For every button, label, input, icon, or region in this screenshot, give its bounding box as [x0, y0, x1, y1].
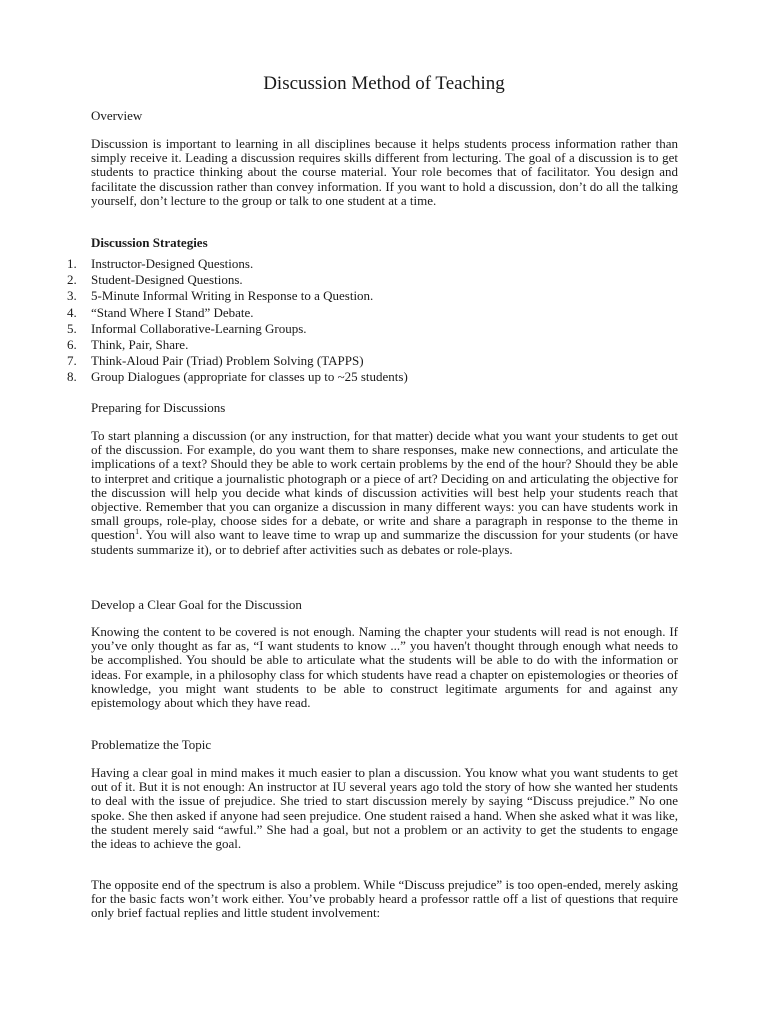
- page-title: Discussion Method of Teaching: [263, 73, 505, 94]
- preparing-text-part-b: . You will also want to leave time to wrap up and summarize the discussion for your students (or have students summarize it), or to debrief after activities such as debates or role-plays.: [91, 527, 678, 557]
- footnote-marker: 1: [135, 527, 140, 537]
- list-item-number: 3.: [67, 288, 77, 304]
- list-item-text: Think-Aloud Pair (Triad) Problem Solving (TAPPS): [91, 353, 364, 369]
- list-item-number: 7.: [67, 353, 77, 369]
- strategies-heading: Discussion Strategies: [91, 235, 208, 250]
- preparing-heading: Preparing for Discussions: [91, 400, 226, 415]
- list-item-text: Informal Collaborative-Learning Groups.: [91, 320, 307, 336]
- list-item-number: 4.: [67, 304, 77, 320]
- preparing-paragraph: [91, 429, 678, 557]
- list-item-text: Think, Pair, Share.: [91, 336, 189, 352]
- overview-heading: Overview: [91, 108, 143, 123]
- list-item-number: 8.: [67, 369, 77, 385]
- list-item-text: 5-Minute Informal Writing in Response to a Question.: [91, 288, 374, 304]
- list-item-number: 5.: [67, 320, 77, 336]
- list-item-number: 2.: [67, 272, 77, 288]
- opposite-paragraph: The opposite end of the spectrum is also a problem. While “Discuss prejudice” is too open-ended, merely asking for the basic facts won’t work either. You’ve probably heard a professor rattle off a list of questions that require only brief factual replies and little student involvement:: [91, 877, 678, 921]
- list-item-number: 6.: [67, 336, 77, 352]
- list-item-text: Instructor-Designed Questions.: [91, 256, 254, 271]
- goal-paragraph: Knowing the content to be covered is not enough. Naming the chapter your students will read is not enough. If you’ve only thought as far as, “I want students to know ...” you haven't thought through enough what needs to be accomplished. You should be able to articulate what the students will be able to do with the information or ideas. For example, in a philosophy class for which students have read a chapter on epistemologies or theories of knowledge, you might want students to be able to construct legitimate arguments for and against any epistemology about which they have read.: [91, 624, 679, 711]
- overview-paragraph: Discussion is important to learning in all disciplines because it helps students process information rather than simply receive it. Leading a discussion requires skills different from lecturing. The goal of a discussion is to get students to practice thinking about the course material. Your role becomes that of facilitator. You design and facilitate the discussion rather than convey information. If you want to hold a discussion, don’t do all the talking yourself, don’t lecture to the group or talk to one student at a time.: [91, 136, 678, 208]
- goal-heading: Develop a Clear Goal for the Discussion: [91, 597, 302, 612]
- list-item-text: “Stand Where I Stand” Debate.: [91, 304, 254, 320]
- list-item-number: 1.: [67, 256, 77, 271]
- list-item-text: Group Dialogues (appropriate for classes up to ~25 students): [91, 369, 408, 385]
- list-item-text: Student-Designed Questions.: [91, 272, 243, 288]
- preparing-text-part-a: To start planning a discussion (or any instruction, for that matter) decide what you want your students to get out of the discussion. For example, do you want them to share responses, make new connections, and articulate the implications of a text? Should they be able to work certain problems by the end of the hour? Should they be able to interpret and critique a journalistic photograph or a piece of art? Deciding on and articulating the objective for the discussion will help you decide what kinds of discussion activities will best help your students reach that objective. Remember that you can organize a discussion in many different ways: you can have students work in small groups, role-play, choose sides for a debate, or write and share a paragraph in response to the theme in question: [91, 428, 678, 543]
- problem-paragraph: Having a clear goal in mind makes it much easier to plan a discussion. You know what you want students to get out of it. But it is not enough: An instructor at IU several years ago told the story of how she wanted her students to deal with the issue of prejudice. She tried to start discussion merely by saying “Discuss prejudice.” No one spoke. She then asked if anyone had seen prejudice. One student raised a hand. When she asked what it was like, the student merely said “awful.” She had a goal, but not a problem or an activity to get the students to engage the ideas to achieve the goal.: [91, 765, 678, 852]
- problem-heading: Problematize the Topic: [91, 737, 212, 752]
